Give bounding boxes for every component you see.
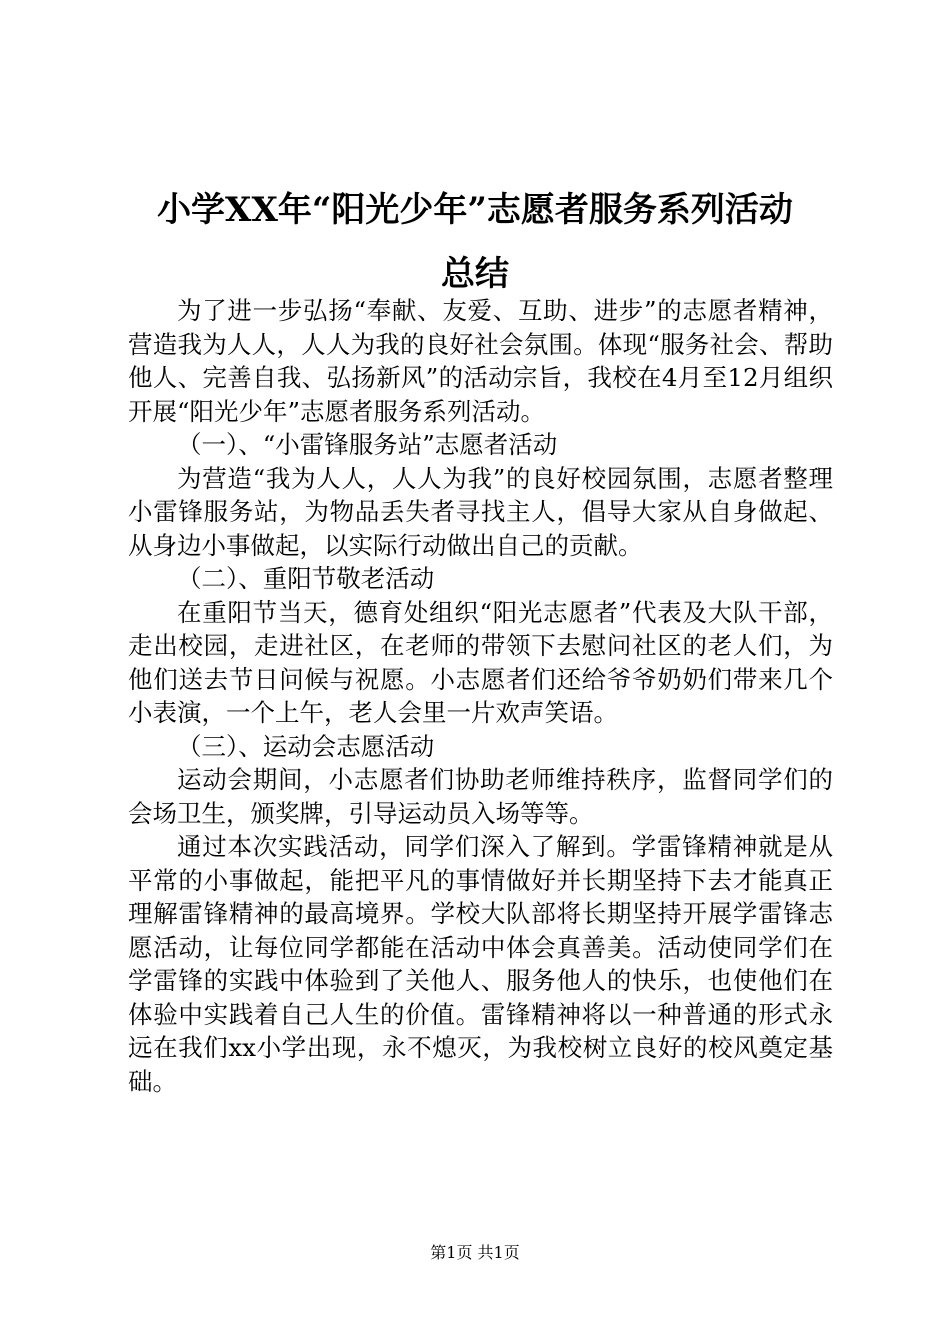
section-heading-3: （三）、运动会志愿活动 [177,731,435,761]
document-title [120,178,830,306]
section-heading-1: （一）、“小雷锋服务站”志愿者活动 [177,430,558,459]
section-2-paragraph: 在重阳节当天，德育处组织“阳光志愿者”代表及大队干部，走出校园，走进社区，在老师的带领下去慰问社区的老人们，为他们送去节日问候与祝愿。小志愿者们还给爷爷奶奶们带来几个小表演，一个上午，老人会里一片欢声笑语。 [128,597,833,727]
page-footer: 第1页 共1页 [430,1243,520,1262]
conclusion-paragraph: 通过本次实践活动，同学们深入了解到。学雷锋精神就是从平常的小事做起，能把平凡的事情做好并长期坚持下去才能真正理解雷锋精神的最高境界。学校大队部将长期坚持开展学雷锋志愿活动，让每位同学都能在活动中体会真善美。活动使同学们在学雷锋的实践中体验到了关他人、服务他人的快乐，也使他们在体验中实践着自己人生的价值。雷锋精神将以一种普通的形式永远在我们xx小学出现，永不熄灭，为我校树立良好的校风奠定基础。 [128,832,833,1096]
section-heading-2: （二）、重阳节敬老活动 [177,564,435,593]
document-body [128,294,833,1098]
title-line-2: 总结 [441,254,509,294]
section-1-paragraph: 为营造“我为人人，人人为我”的良好校园氛围，志愿者整理小雷锋服务站，为物品丢失者寻找主人，倡导大家从自身做起、从身边小事做起，以实际行动做出自己的贡献。 [128,463,833,560]
title-line-1: 小学XX年“阳光少年”志愿者服务系列活动 [157,190,793,230]
section-3-paragraph: 运动会期间，小志愿者们协助老师维持秩序，监督同学们的会场卫生，颁奖牌，引导运动员入场等等。 [128,765,833,828]
intro-paragraph: 为了进一步弘扬“奉献、友爱、互助、进步”的志愿者精神，营造我为人人，人人为我的良好社会氛围。体现“服务社会、帮助他人、完善自我、弘扬新风”的活动宗旨，我校在4月至12月组织开展“阳光少年”志愿者服务系列活动。 [128,296,833,426]
